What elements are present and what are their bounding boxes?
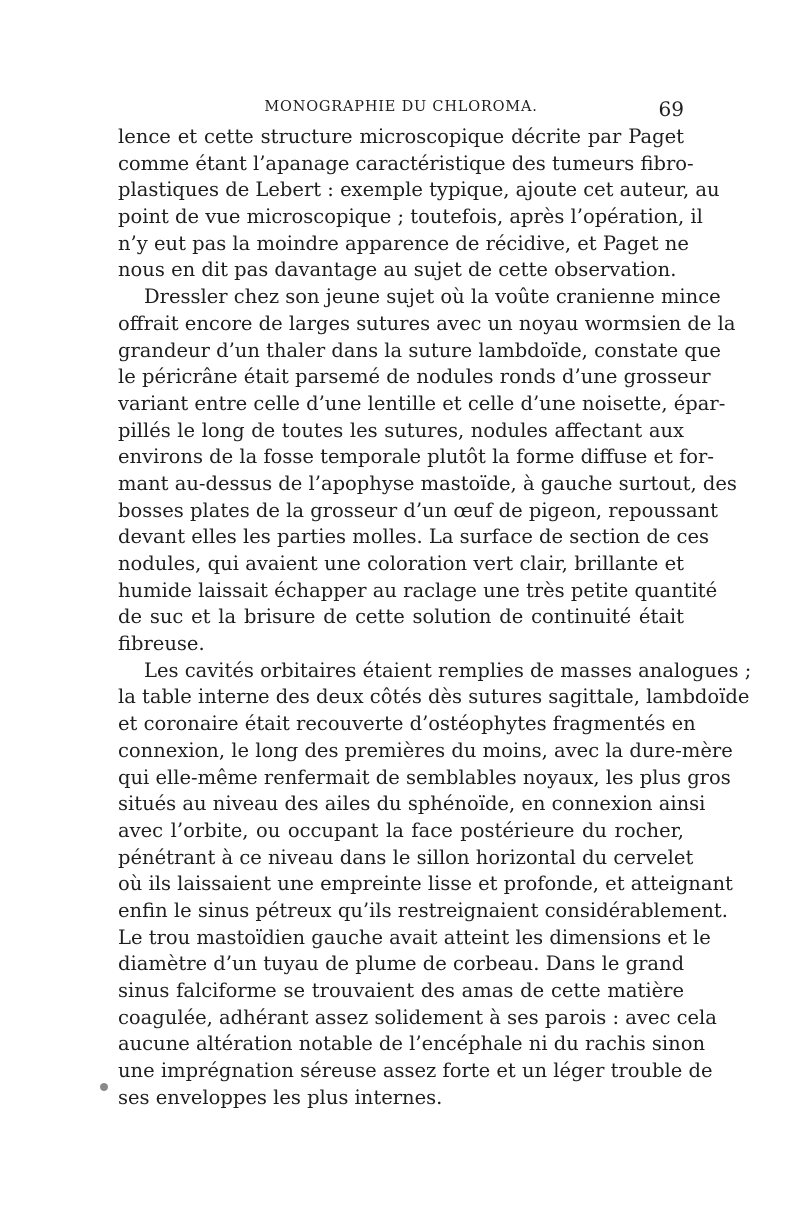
- text-line: environs de la fosse temporale plutôt la forme diffuse et for-: [118, 445, 714, 469]
- paragraph: [118, 658, 752, 1112]
- text-line: comme étant l’apanage caractéristique des tumeurs fibro-: [118, 151, 694, 175]
- ink-blot-mark: [100, 1083, 108, 1091]
- text-line: où ils laissaient une empreinte lisse et profonde, et atteignant: [118, 872, 733, 896]
- text-line: une imprégnation séreuse assez forte et un léger trouble de: [118, 1059, 713, 1083]
- text-line: de suc et la brisure de cette solution de continuité était: [118, 605, 684, 629]
- text-line: n’y eut pas la moindre apparence de récidive, et Paget ne: [118, 231, 689, 255]
- text-line: avec l’orbite, ou occupant la face postérieure du rocher,: [118, 818, 684, 842]
- page-number: 69: [658, 97, 684, 121]
- text-line: mant au-dessus de l’apophyse mastoïde, à gauche surtout, des: [118, 471, 737, 495]
- running-title: MONOGRAPHIE DU CHLOROMA.: [264, 99, 538, 115]
- text-line: ses enveloppes les plus internes.: [118, 1085, 443, 1109]
- text-line: pénétrant à ce niveau dans le sillon horizontal du cervelet: [118, 845, 694, 869]
- text-line: variant entre celle d’une lentille et celle d’une noisette, épar-: [118, 391, 726, 415]
- body-text: [118, 124, 752, 1111]
- text-line: lence et cette structure microscopique décrite par Paget: [118, 125, 684, 148]
- text-line: coagulée, adhérant assez solidement à ses parois : avec cela: [118, 1005, 717, 1029]
- text-line: Le trou mastoïdien gauche avait atteint les dimensions et le: [118, 925, 711, 949]
- text-line: qui elle-même renfermait de semblables noyaux, les plus gros: [118, 765, 731, 789]
- text-line: point de vue microscopique ; toutefois, après l’opération, il: [118, 205, 703, 229]
- text-line: plastiques de Lebert : exemple typique, ajoute cet auteur, au: [118, 178, 720, 202]
- text-line: Dressler chez son jeune sujet où la voûte cranienne mince: [144, 285, 721, 309]
- text-line: bosses plates de la grosseur d’un œuf de pigeon, repoussant: [118, 498, 718, 522]
- text-line: connexion, le long des premières du moins, avec la dure-mère: [118, 738, 733, 762]
- text-line: diamètre d’un tuyau de plume de corbeau. Dans le grand: [118, 952, 685, 976]
- text-line: enfin le sinus pétreux qu’ils restreignaient considérablement.: [118, 898, 728, 922]
- running-head: [118, 97, 684, 121]
- text-line: la table interne des deux côtés dès sutures sagittale, lambdoïde: [118, 685, 750, 709]
- text-line: situés au niveau des ailes du sphénoïde, en connexion ainsi: [118, 792, 706, 816]
- text-line: nous en dit pas davantage au sujet de cette observation.: [118, 258, 677, 282]
- text-line: devant elles les parties molles. La surface de section de ces: [118, 525, 710, 549]
- text-line: fibreuse.: [118, 632, 205, 656]
- text-line: nodules, qui avaient une coloration vert clair, brillante et: [118, 552, 684, 575]
- text-line: sinus falciforme se trouvaient des amas de cette matière: [118, 979, 684, 1002]
- text-line: Les cavités orbitaires étaient remplies de masses analogues ;: [144, 658, 752, 682]
- paragraph: [118, 124, 720, 284]
- paragraph: [118, 284, 737, 658]
- text-line: et coronaire était recouverte d’ostéophytes fragmentés en: [118, 712, 696, 736]
- text-line: le péricrâne était parsemé de nodules ronds d’une grosseur: [118, 365, 711, 389]
- text-line: grandeur d’un thaler dans la suture lambdoïde, constate que: [118, 338, 721, 362]
- text-line: pillés le long de toutes les sutures, nodules affectant aux: [118, 418, 684, 442]
- text-line: offrait encore de larges sutures avec un noyau wormsien de la: [118, 311, 736, 335]
- text-line: humide laissait échapper au raclage une très petite quantité: [118, 578, 718, 602]
- text-line: aucune altération notable de l’encéphale ni du rachis sinon: [118, 1032, 705, 1056]
